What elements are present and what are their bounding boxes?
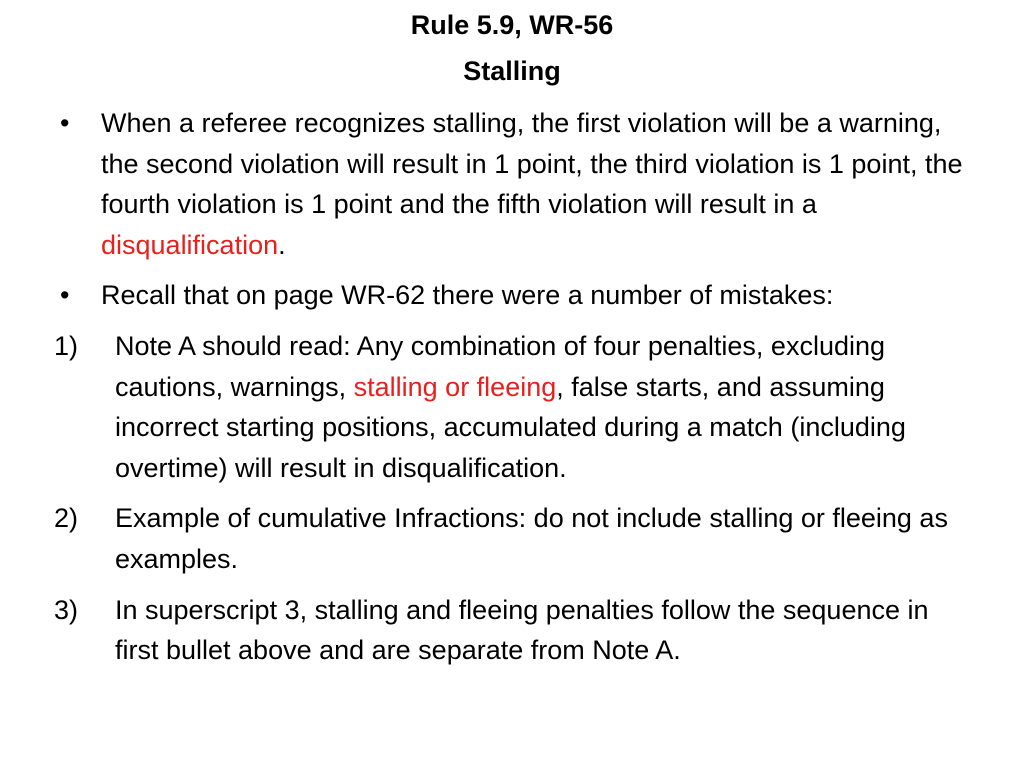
text-segment: , false starts, and assuming incorrect starting positions, accumulated during a match (including overtime) will result in disqualification.	[115, 371, 906, 483]
numbered-text: In superscript 3, stalling and fleeing penalties follow the sequence in first bullet above and are separate from Note A.	[115, 594, 929, 666]
numbered-item-cumulative-infractions	[54, 498, 974, 579]
title-topic: Stalling	[463, 56, 561, 86]
text-segment: When a referee recognizes stalling, the first violation will be a warning, the second violation will result in 1 point, the third violation is 1 point, the fourth violation is 1 point and the fifth violation will result in a	[101, 108, 963, 220]
number-marker: 2)	[54, 503, 79, 534]
highlighted-text: stalling or fleeing	[353, 371, 557, 402]
bullet-text: Recall that on page WR-62 there were a number of mistakes:	[101, 280, 834, 311]
numbered-item-note-a	[54, 326, 974, 488]
bullet-marker: •	[60, 280, 70, 311]
highlighted-text: disqualification	[101, 229, 279, 260]
bullet-item-stalling-sequence	[54, 103, 974, 265]
title-rule-reference: Rule 5.9, WR-56	[410, 10, 614, 40]
numbered-text: Example of cumulative Infractions: do not include stalling or fleeing as examples.	[115, 503, 948, 574]
slide-body	[54, 103, 974, 681]
number-marker: 1)	[54, 330, 79, 361]
bullet-text	[101, 108, 963, 260]
text-segment: .	[278, 229, 286, 260]
bullet-item-recall-mistakes	[54, 275, 974, 316]
bullet-marker: •	[60, 108, 70, 138]
numbered-item-superscript-3	[54, 590, 974, 671]
number-marker: 3)	[54, 594, 79, 625]
numbered-text	[115, 331, 906, 483]
slide-title	[0, 2, 1024, 94]
text-segment: Note A should read: Any combination of four penalties, excluding cautions, warnings,	[115, 330, 886, 402]
